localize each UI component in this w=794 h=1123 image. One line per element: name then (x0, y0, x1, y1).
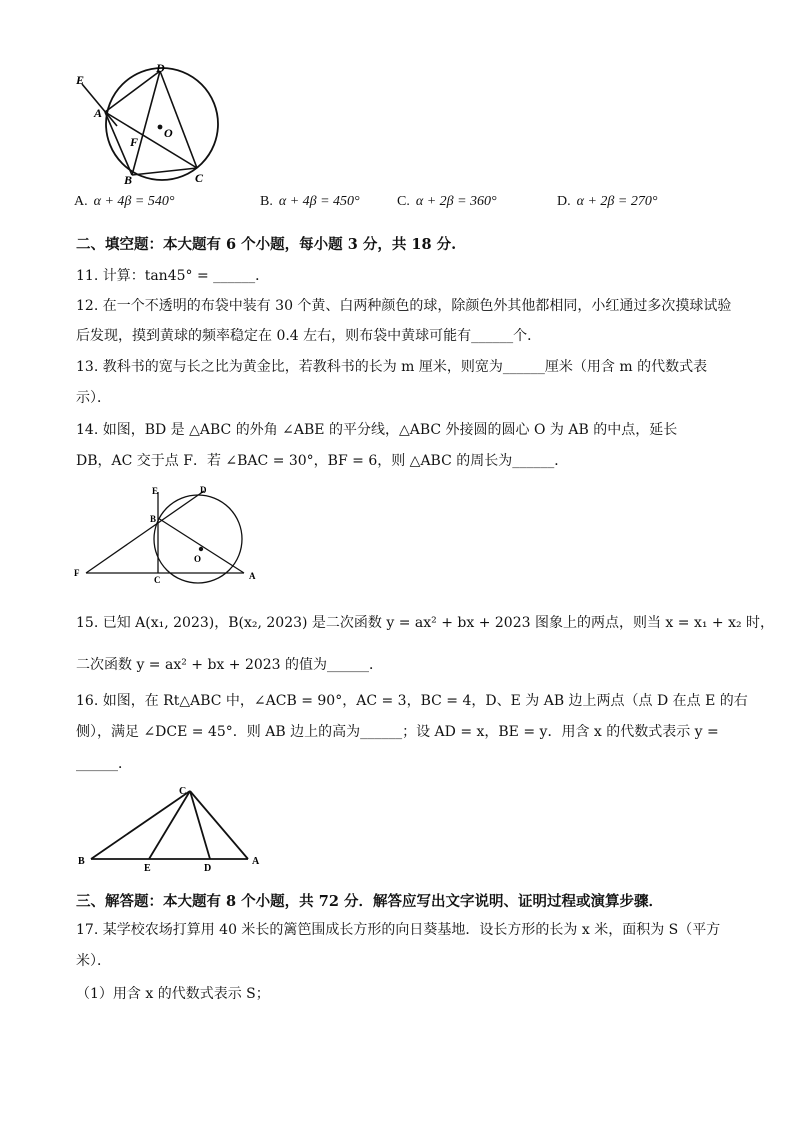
chord-dc (160, 71, 197, 168)
label-o: O (194, 554, 202, 564)
option-d: D. α + 2β = 270° (557, 194, 658, 209)
label-a: A (252, 856, 260, 867)
question-14-line-1: 14. 如图，BD 是 △ABC 的外角 ∠ABE 的平分线，△ABC 外接圆的圆心 O 为 AB 的中点，延长 (76, 422, 678, 438)
label-f: F (74, 568, 80, 578)
label-e: E (144, 863, 151, 874)
label-c: C (154, 575, 161, 585)
question-13-line-1: 13. 教科书的宽与长之比为黄金比，若教科书的长为 m 厘米，则宽为______厘米（用含 m 的代数式表 (76, 359, 708, 375)
circle-o (106, 68, 218, 180)
option-a: A. α + 4β = 540° (74, 194, 175, 209)
segment-cd (190, 791, 210, 859)
chord-db (132, 71, 160, 175)
question-16-line-1: 16. 如图，在 Rt△ABC 中，∠ACB = 90°，AC = 3，BC = 4，D、E 为 AB 边上两点（点 D 在点 E 的右 (76, 693, 748, 709)
label-d: D (204, 863, 212, 874)
question-15-line-2: 二次函数 y = ax² + bx + 2023 的值为______． (76, 657, 384, 673)
label-f: F (130, 135, 139, 149)
label-a: A (249, 571, 256, 581)
side-ca (190, 791, 248, 859)
label-c: C (195, 171, 204, 185)
label-e: E (76, 73, 85, 87)
section-2-heading: 二、填空题：本大题有 6 个小题，每小题 3 分，共 18 分. (76, 236, 457, 253)
question-15-line-1: 15. 已知 A(x₁, 2023)，B(x₂, 2023) 是二次函数 y = ax² + bx + 2023 图象上的两点，则当 x = x₁ + x₂ 时， (76, 615, 775, 631)
option-b: B. α + 4β = 450° (260, 194, 360, 209)
question-17-line-2: 米）． (76, 953, 111, 969)
center-dot (158, 125, 163, 130)
question-11: 11. 计算：tan45° = ______． (76, 268, 270, 284)
question-12-line-2: 后发现，摸到黄球的频率稳定在 0.4 左右，则布袋中黄球可能有______个． (76, 328, 542, 344)
question-12-line-1: 12. 在一个不透明的布袋中装有 30 个黄、白两种颜色的球，除颜色外其他都相同，小红通过多次摸球试验 (76, 298, 732, 314)
line-ba (158, 518, 244, 573)
side-bc (91, 791, 190, 859)
label-b: B (124, 173, 133, 187)
label-e: E (152, 486, 159, 496)
question-17-line-1: 17. 某学校农场打算用 40 米长的篱笆围成长方形的向日葵基地．设长方形的长为 x 米，面积为 S（平方 (76, 922, 721, 938)
center-dot (199, 547, 203, 551)
figure-triangle-3 (74, 782, 270, 874)
label-o: O (164, 126, 173, 140)
question-16-line-2: 侧），满足 ∠DCE = 45°．则 AB 边上的高为______；设 AD = x，BE = y．用含 x 的代数式表示 y = (76, 724, 719, 740)
question-13-line-2: 示）． (76, 390, 111, 406)
question-16-line-3: ______． (76, 756, 132, 772)
label-b: B (150, 514, 157, 524)
figure-circle-1 (72, 60, 222, 185)
figure-circle-2 (68, 482, 268, 588)
question-17-part-1: （1）用含 x 的代数式表示 S； (76, 986, 270, 1002)
segment-ce (149, 791, 190, 859)
question-14-line-2: DB，AC 交于点 F．若 ∠BAC = 30°，BF = 6，则 △ABC 的周长为______． (76, 453, 569, 469)
label-c: C (179, 786, 187, 797)
line-fbd (86, 491, 204, 573)
label-a: A (94, 106, 103, 120)
section-3-heading: 三、解答题：本大题有 8 个小题，共 72 分．解答应写出文字说明、证明过程或演算步骤． (76, 893, 663, 910)
label-d: D (156, 61, 165, 75)
circumcircle (154, 495, 242, 583)
label-b: B (78, 856, 85, 867)
label-d: D (200, 485, 207, 495)
option-c: C. α + 2β = 360° (397, 194, 497, 209)
